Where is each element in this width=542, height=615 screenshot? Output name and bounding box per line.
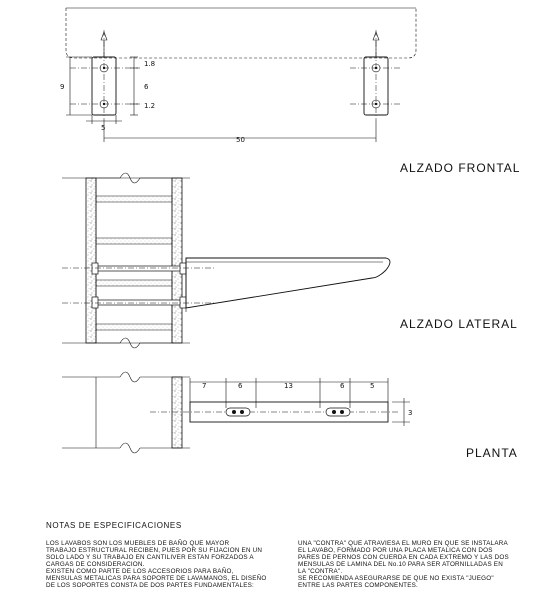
wall-section-plan [172, 377, 182, 448]
dim-span: 50 [236, 136, 245, 144]
wall-plaster-left [86, 178, 96, 343]
note-left-line: SOLO LADO Y SU TRABAJO EN CANTILIVER ESTAN FORZADOS A [46, 554, 254, 561]
wall-courses [96, 196, 172, 330]
note-right-line: MENSULAS DE LAMINA DEL No.10 PARA SER ATORNILLADAS EN [298, 561, 503, 568]
note-left-line: DE LOS SOPORTES CONSTA DE DOS PARTES FUNDAMENTALES: [46, 582, 255, 589]
dim-top-gap: 1.8 [144, 60, 156, 68]
dim-plan-4: 6 [340, 382, 345, 390]
dim-bracket-width: 5 [101, 124, 106, 132]
note-left-line: CARGAS DE CONSIDERACION. [46, 561, 145, 568]
dim-bolt-spacing: 6 [144, 83, 149, 91]
note-right-line: SE RECOMIENDA ASEGURARSE DE QUE NO EXISTA "JUEGO" [298, 575, 494, 582]
dim-plan-5: 5 [370, 382, 375, 390]
dim-plan-width: 3 [408, 409, 413, 417]
slot-right [326, 408, 350, 416]
note-right-line: PARES DE PERNOS CON CUERDA EN CADA EXTREMO Y LAS DOS [298, 554, 509, 561]
wall-core [96, 178, 172, 343]
left-bracket [92, 30, 116, 120]
note-left-line: LOS LAVABOS SON LOS MUEBLES DE BAÑO QUE MAYOR [46, 540, 230, 547]
plan-view [62, 372, 518, 460]
dim-low-gap: 1.2 [144, 102, 156, 110]
dim-plan-1: 7 [202, 382, 207, 390]
note-left-line: TRABAJO ESTRUCTURAL RECIBEN, PUES POR SU FIJACION EN UN [46, 547, 263, 554]
note-right-line: UNA "CONTRA" QUE ATRAVIESA EL MURO EN QUE SE INSTALARA [298, 540, 508, 547]
specification-notes [46, 521, 509, 589]
dim-height: 9 [60, 83, 65, 91]
note-right-line: EL LAVABO, FORMADO POR UNA PLACA METALICA CON DOS [298, 547, 493, 554]
front-elevation [60, 8, 520, 175]
notes-heading: NOTAS DE ESPECIFICACIONES [46, 521, 182, 530]
washbasin-outline [66, 8, 416, 58]
front-elevation-title: ALZADO FRONTAL [400, 161, 521, 175]
bracket-profile [186, 258, 390, 308]
side-elevation-title: ALZADO LATERAL [400, 317, 518, 331]
dim-plan-3: 13 [284, 382, 293, 390]
note-left-line: EXISTEN COMO PARTE DE LOS ACCESORIOS PARA BAÑO, [46, 568, 234, 575]
note-left-line: MENSULAS METALICAS PARA SOPORTE DE LAVAMANOS, EL DISEÑO [46, 575, 267, 582]
note-right-line: LA "CONTRA". [298, 568, 343, 575]
right-bracket [364, 30, 388, 120]
slot-left [226, 408, 250, 416]
wall-plaster-right [172, 178, 182, 343]
dim-plan-2: 6 [238, 382, 243, 390]
note-right-line: ENTRE LAS PARTES COMPONENTES. [298, 582, 418, 589]
side-elevation [62, 173, 518, 348]
plan-title: PLANTA [466, 446, 518, 460]
